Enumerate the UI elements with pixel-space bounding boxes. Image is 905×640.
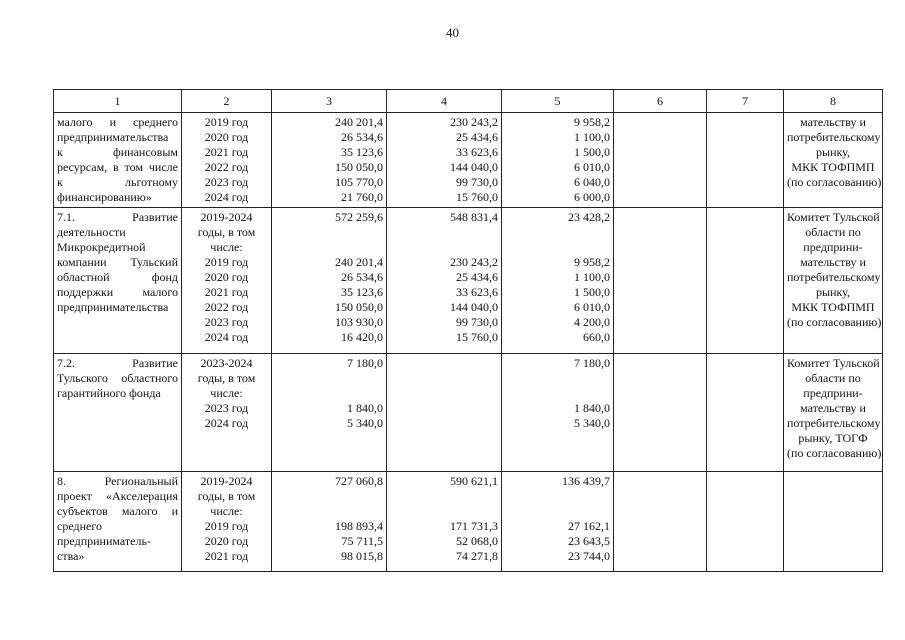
cell-line: Комитет Тульской (787, 210, 880, 224)
cell-line: 2024 год (204, 416, 249, 430)
cell-line: ресурсам, в том числе (57, 160, 178, 174)
cell-line: 2024 год (204, 190, 249, 204)
cell-line: Комитет Тульской (787, 356, 880, 370)
col-header-5: 5 (502, 90, 614, 113)
table-row (54, 354, 883, 472)
cell-line (390, 401, 498, 416)
cell-line (505, 386, 610, 401)
cell-line: поддержки малого (57, 285, 178, 299)
cell-line (505, 489, 610, 504)
period-cell (182, 208, 272, 354)
cell-line: годы, в том (197, 225, 256, 239)
cell-line: 240 201,4 (335, 115, 383, 129)
description-cell (54, 113, 182, 208)
cell-line (390, 225, 498, 240)
cell-line (275, 240, 383, 255)
cell-line: Микрокредитной (57, 240, 146, 254)
total-amount-cell (272, 472, 387, 572)
cell-line: 171 731,3 (450, 519, 498, 533)
cell-line: 2019 год (204, 519, 249, 533)
cell-line: 150 050,0 (335, 300, 383, 314)
cell-line: 2023 год (204, 401, 249, 415)
description-cell (54, 472, 182, 572)
cell-line: 2020 год (204, 534, 249, 548)
cell-line: гарантийного фонда (57, 386, 161, 400)
col7-cell (707, 113, 784, 208)
cell-line: 6 010,0 (574, 160, 610, 174)
total-amount-cell (272, 208, 387, 354)
cell-line: мательству и (800, 115, 866, 129)
cell-line: 27 162,1 (568, 519, 610, 533)
cell-line: 35 123,6 (341, 285, 383, 299)
cell-line: рынку, (816, 145, 850, 159)
cell-line: 23 428,2 (568, 210, 610, 224)
cell-line: 98 015,8 (341, 549, 383, 563)
cell-line: 2022 год (204, 300, 249, 314)
cell-line: 7.2. Развитие (57, 356, 178, 370)
col7-cell (707, 472, 784, 572)
regional-amount-cell (502, 208, 614, 354)
cell-line: 1 500,0 (574, 285, 610, 299)
col-header-7: 7 (707, 90, 784, 113)
period-cell (182, 472, 272, 572)
description-cell (54, 354, 182, 472)
col-header-4: 4 (387, 90, 502, 113)
cell-line: 52 068,0 (456, 534, 498, 548)
col7-cell (707, 208, 784, 354)
cell-line: 2024 год (204, 330, 249, 344)
col6-cell (614, 113, 707, 208)
cell-line (275, 386, 383, 401)
federal-amount-cell (387, 113, 502, 208)
cell-line: 2021 год (204, 145, 249, 159)
cell-line: 21 760,0 (341, 190, 383, 204)
cell-line: рынку, ТОГФ (798, 431, 868, 445)
cell-line: 6 040,0 (574, 175, 610, 189)
cell-line: 7 180,0 (574, 356, 610, 370)
cell-line: 2023 год (204, 175, 249, 189)
cell-line (275, 489, 383, 504)
cell-line: Тульского областного (57, 371, 178, 385)
cell-line: областной фонд (57, 270, 178, 284)
cell-line: рынку, (816, 285, 850, 299)
col7-cell (707, 354, 784, 472)
cell-line (390, 386, 498, 401)
cell-line: 15 760,0 (456, 190, 498, 204)
cell-line: 7.1. Развитие (57, 210, 178, 224)
cell-line: числе: (210, 504, 243, 518)
cell-line: мательству и (800, 401, 866, 415)
responsible-cell (784, 208, 883, 354)
cell-line: 548 831,4 (450, 210, 498, 224)
period-cell (182, 354, 272, 472)
table-row (54, 113, 883, 208)
cell-line: субъектов малого и (57, 504, 178, 518)
cell-line: 6 000,0 (574, 190, 610, 204)
cell-line: 99 730,0 (456, 175, 498, 189)
col-header-3: 3 (272, 90, 387, 113)
responsible-cell (784, 354, 883, 472)
cell-line (505, 225, 610, 240)
federal-amount-cell (387, 472, 502, 572)
cell-line: потребительскому (787, 416, 881, 430)
cell-line: 1 840,0 (574, 401, 610, 415)
cell-line: годы, в том (197, 371, 256, 385)
description-cell (54, 208, 182, 354)
cell-line: 2022 год (204, 160, 249, 174)
cell-line (390, 416, 498, 431)
cell-line: области по (805, 225, 861, 239)
cell-line: предпринимательства (57, 300, 169, 314)
cell-line: 8. Региональный (57, 474, 178, 488)
cell-line: 2020 год (204, 270, 249, 284)
cell-line: области по (805, 371, 861, 385)
cell-line: 660,0 (583, 330, 610, 344)
cell-line: 198 893,4 (335, 519, 383, 533)
cell-line (390, 356, 498, 371)
cell-line: 35 123,6 (341, 145, 383, 159)
regional-amount-cell (502, 113, 614, 208)
cell-line: финансированию» (57, 190, 152, 204)
cell-line: 25 434,6 (456, 270, 498, 284)
cell-line: потребительскому (787, 270, 881, 284)
col6-cell (614, 208, 707, 354)
cell-line: числе: (210, 386, 243, 400)
cell-line: МКК ТОФПМП (791, 160, 875, 174)
cell-line: компании Тульский (57, 255, 178, 269)
cell-line: (по согласованию) (787, 315, 882, 329)
cell-line (505, 504, 610, 519)
cell-line: мательству и (800, 255, 866, 269)
col6-cell (614, 472, 707, 572)
cell-line: 7 180,0 (347, 356, 383, 370)
cell-line (390, 371, 498, 386)
cell-line: 9 958,2 (574, 115, 610, 129)
cell-line: проект «Акселерация (57, 489, 178, 503)
cell-line: 4 200,0 (574, 315, 610, 329)
period-cell (182, 113, 272, 208)
cell-line: потребительскому (787, 130, 881, 144)
cell-line: 25 434,6 (456, 130, 498, 144)
cell-line: 99 730,0 (456, 315, 498, 329)
cell-line: 572 259,6 (335, 210, 383, 224)
cell-line: ства» (57, 549, 85, 563)
cell-line: 23 744,0 (568, 549, 610, 563)
cell-line (505, 240, 610, 255)
cell-line: 74 271,8 (456, 549, 498, 563)
cell-line: предпринимательства (57, 130, 169, 144)
cell-line: 33 623,6 (456, 145, 498, 159)
page-number: 40 (446, 25, 459, 40)
cell-line: 2020 год (204, 130, 249, 144)
cell-line: деятельности (57, 225, 126, 239)
cell-line: 2019 год (204, 115, 249, 129)
cell-line: годы, в том (197, 489, 256, 503)
cell-line: 26 534,6 (341, 130, 383, 144)
col-header-6: 6 (614, 90, 707, 113)
table-row (54, 208, 883, 354)
cell-line (275, 225, 383, 240)
cell-line (275, 371, 383, 386)
cell-line: 136 439,7 (562, 474, 610, 488)
cell-line (390, 489, 498, 504)
col-header-2: 2 (182, 90, 272, 113)
cell-line: 1 100,0 (574, 130, 610, 144)
cell-line: 1 500,0 (574, 145, 610, 159)
cell-line: предприни- (803, 386, 863, 400)
cell-line: 33 623,6 (456, 285, 498, 299)
federal-amount-cell (387, 354, 502, 472)
cell-line: 2019-2024 (200, 474, 253, 488)
cell-line: МКК ТОФПМП (791, 300, 875, 314)
cell-line: среднего (57, 519, 102, 533)
cell-line: (по согласованию) (787, 446, 882, 460)
cell-line: 240 201,4 (335, 255, 383, 269)
cell-line: 2023-2024 (200, 356, 253, 370)
cell-line: малого и среднего (57, 115, 178, 129)
cell-line: (по согласованию) (787, 175, 882, 189)
cell-line (390, 504, 498, 519)
cell-line (505, 371, 610, 386)
cell-line: 75 711,5 (341, 534, 383, 548)
program-table (53, 89, 883, 572)
regional-amount-cell (502, 354, 614, 472)
cell-line: 144 040,0 (450, 160, 498, 174)
responsible-cell (784, 113, 883, 208)
cell-line: 15 760,0 (456, 330, 498, 344)
cell-line: 26 534,6 (341, 270, 383, 284)
regional-amount-cell (502, 472, 614, 572)
cell-line: 150 050,0 (335, 160, 383, 174)
cell-line: предприни- (803, 240, 863, 254)
cell-line: предприниматель- (57, 534, 151, 548)
cell-line: 1 840,0 (347, 401, 383, 415)
cell-line: 2021 год (204, 285, 249, 299)
cell-line (390, 240, 498, 255)
cell-line: 9 958,2 (574, 255, 610, 269)
cell-line: 230 243,2 (450, 255, 498, 269)
cell-line: 5 340,0 (574, 416, 610, 430)
table-row (54, 472, 883, 572)
cell-line: 5 340,0 (347, 416, 383, 430)
col-header-8: 8 (784, 90, 883, 113)
responsible-cell (784, 472, 883, 572)
cell-line: 103 930,0 (335, 315, 383, 329)
cell-line: числе: (210, 240, 243, 254)
cell-line: 1 100,0 (574, 270, 610, 284)
cell-line: 23 643,5 (568, 534, 610, 548)
header-row (54, 90, 883, 113)
cell-line: 2023 год (204, 315, 249, 329)
cell-line: 727 060,8 (335, 474, 383, 488)
col6-cell (614, 354, 707, 472)
cell-line: 2019 год (204, 255, 249, 269)
cell-line: 230 243,2 (450, 115, 498, 129)
cell-line: 2019-2024 (200, 210, 253, 224)
federal-amount-cell (387, 208, 502, 354)
cell-line (275, 504, 383, 519)
total-amount-cell (272, 113, 387, 208)
cell-line: 2021 год (204, 549, 249, 563)
cell-line: 6 010,0 (574, 300, 610, 314)
cell-line: 590 621,1 (450, 474, 498, 488)
cell-line: 105 770,0 (335, 175, 383, 189)
cell-line: к льготному (57, 175, 178, 189)
cell-line: к финансовым (57, 145, 178, 159)
col-header-1: 1 (54, 90, 182, 113)
total-amount-cell (272, 354, 387, 472)
cell-line: 16 420,0 (341, 330, 383, 344)
cell-line: 144 040,0 (450, 300, 498, 314)
